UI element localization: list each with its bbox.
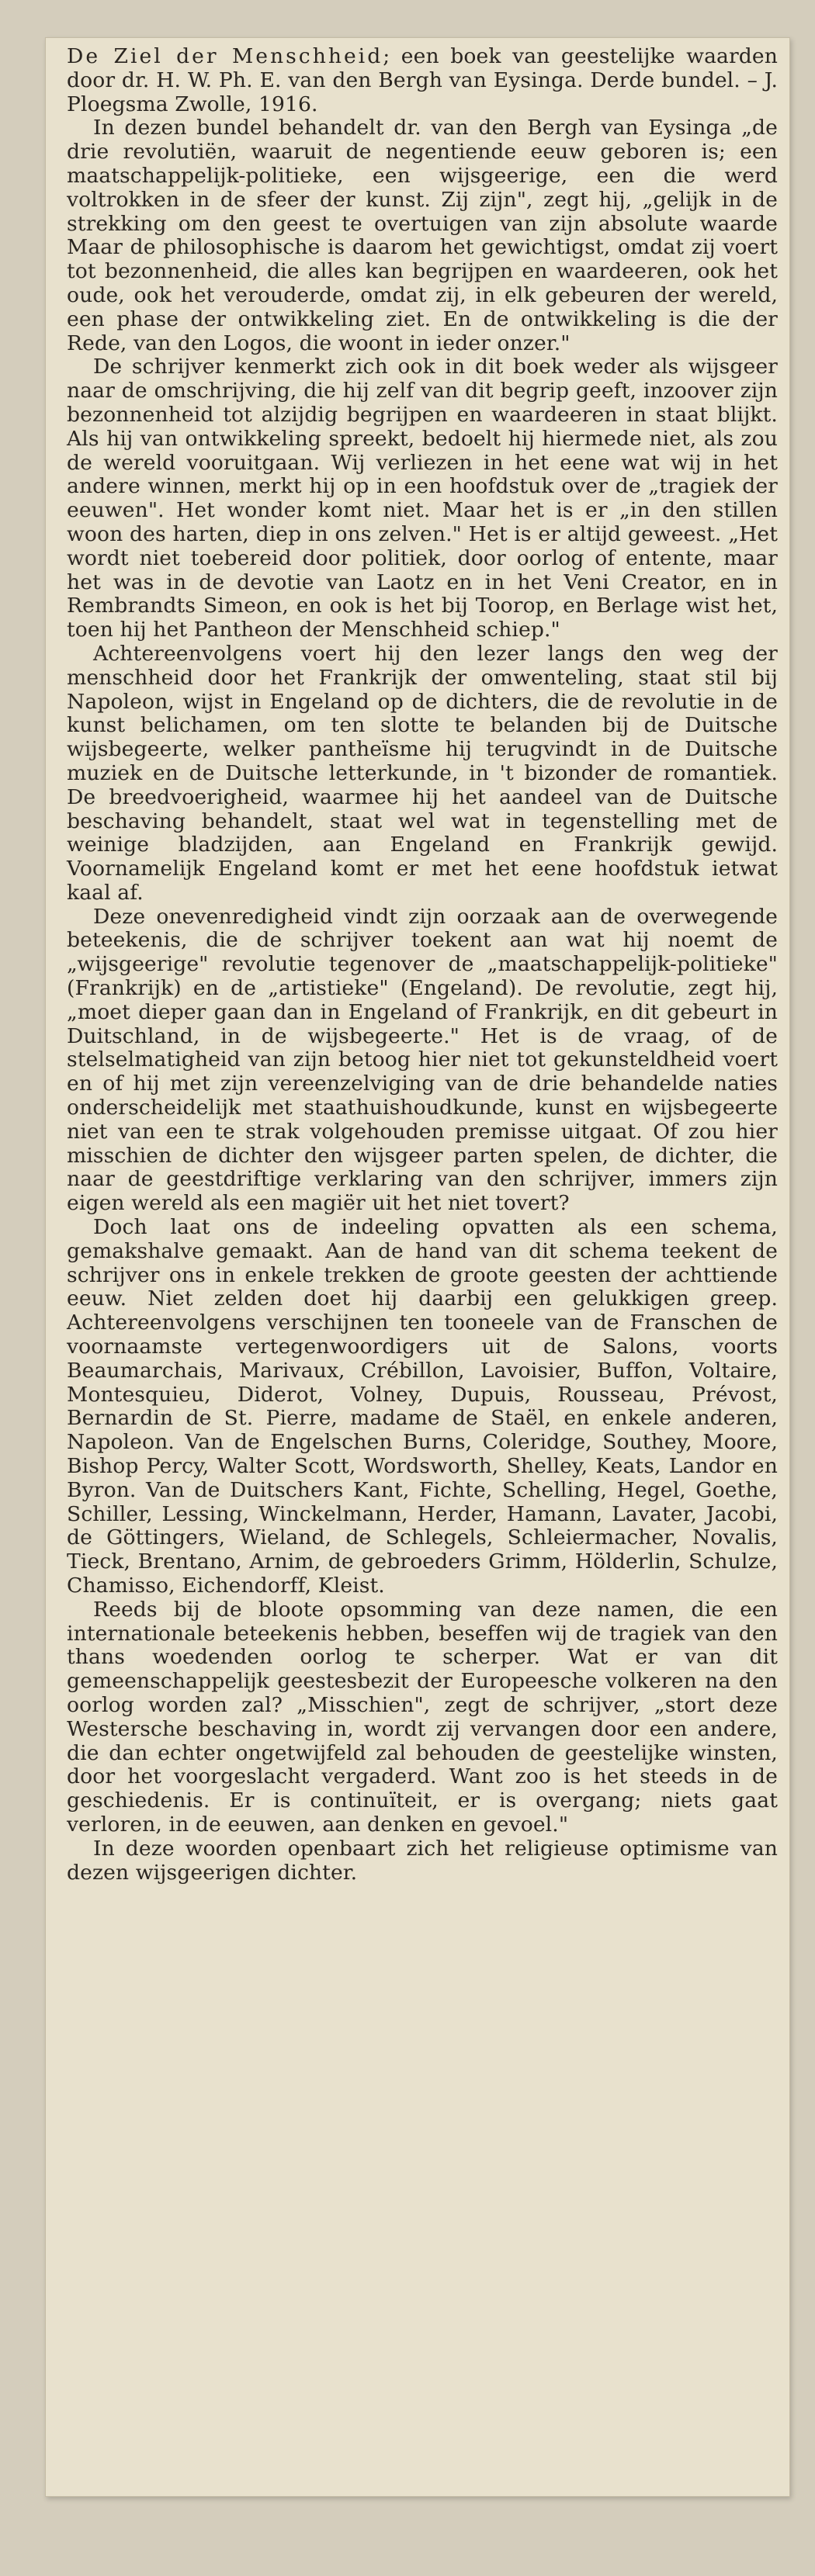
paragraph-7: In deze woorden openbaart zich het religieuse optimisme van dezen wijsgeerigen dichter. xyxy=(67,1836,778,1885)
paragraph-3: Achtereenvolgens voert hij den lezer langs den weg der menschheid door het Frankrijk der omwenteling, staat stil bij Napoleon, wijst in Engeland op de dichters, die de revolutie in de kunst belichamen, om ten slotte te belanden bij de Duitsche wijsbegeerte, welker pantheïsme hij terugvindt in de Duitsche muziek en de Duitsche letterkunde, in 't bizonder de romantiek. De breedvoerigheid, waarmee hij het aandeel van de Duitsche beschaving behandelt, staat wel wat in tegenstelling met de weinige bladzijden, aan Engeland en Frankrijk gewijd. Voornamelijk Engeland komt er met het eene hoofdstuk ietwat kaal af. xyxy=(67,641,778,905)
paragraph-4: Deze onevenredigheid vindt zijn oorzaak aan de overwegende beteekenis, die de schrijver toekent aan wat hij noemt de „wijsgeerige" revolutie tegenover de „maatschappelijk-politieke" (Frankrijk) en de „artistieke" (Engeland). De revolutie, zegt hij, „moet dieper gaan dan in Engeland of Frankrijk, en dit gebeurt in Duitschland, in de wijsbegeerte." Het is de vraag, of de stelselmatigheid van zijn betoog hier niet tot gekunsteldheid voert en of hij met zijn vereenzelviging van de drie behandelde naties onderscheidelijk met staathuishoudkunde, kunst en wijsbegeerte niet van een te strak volgehouden premisse uitgaat. Of zou hier misschien de dichter den wijsgeer parten spelen, de dichter, die naar de geestdriftige verklaring van den schrijver, immers zijn eigen wereld als een magiër uit het niet tovert? xyxy=(67,904,778,1216)
book-title: De Ziel der Menschheid xyxy=(67,44,383,68)
paragraph-5: Doch laat ons de indeeling opvatten als een schema, gemakshalve gemaakt. Aan de hand van dit schema teekent de schrijver ons in enkele trekken de groote geesten der achttiende eeuw. Niet zelden doet hij daarbij een gelukkigen greep. Achtereenvolgens verschijnen ten tooneele van de Franschen de voornaamste vertegenwoordigers uit de Salons, voorts Beaumarchais, Marivaux, Crébillon, Lavoisier, Buffon, Voltaire, Montesquieu, Diderot, Volney, Dupuis, Rousseau, Prévost, Bernardin de St. Pierre, madame de Staël, en enkele anderen, Napoleon. Van de Engelschen Burns, Coleridge, Southey, Moore, Bishop Percy, Walter Scott, Wordsworth, Shelley, Keats, Landor en Byron. Van de Duitschers Kant, Fichte, Schelling, Hegel, Goethe, Schiller, Lessing, Winckelmann, Herder, Hamann, Lavater, Jacobi, de Göttingers, Wieland, de Schlegels, Schleiermacher, Novalis, Tieck, Brentano, Arnim, de gebroeders Grimm, Hölderlin, Schulze, Chamisso, Eichendorff, Kleist. xyxy=(67,1215,778,1598)
paragraph-6: Reeds bij de bloote opsomming van deze namen, die een internationale beteekenis hebben, beseffen wij de tragiek van den thans woedenden oorlog te scherper. Wat er van dit gemeenschappelijk geestesbezit der Europeesche volkeren na den oorlog worden zal? „Misschien", zegt de schrijver, „stort deze Westersche beschaving in, wordt zij vervangen door een andere, die dan echter ongetwijfeld zal behouden de geestelijke winsten, door het voorgeslacht vergaderd. Want zoo is het steeds in de geschiedenis. Er is continuïteit, er is overgang; niets gaat verloren, in de eeuwen, aan denken en gevoel." xyxy=(67,1597,778,1837)
paragraph-2: De schrijver kenmerkt zich ook in dit boek weder als wijsgeer naar de omschrijving, die hij zelf van dit begrip geeft, inzoover zijn bezonnenheid tot alzijdig begrijpen en waardeeren in staat blijkt. Als hij van ontwikkeling spreekt, bedoelt hij hiermede niet, als zou de wereld vooruitgaan. Wij verliezen in het eene wat wij in het andere winnen, merkt hij op in een hoofdstuk over de „tragiek der eeuwen". Het wonder komt niet. Maar het is er „in den stillen woon des harten, diep in ons zelven." Het is er altijd geweest. „Het wordt niet toebereid door politiek, door oorlog of entente, maar het was in de devotie van Laotz en in het Veni Creator, en in Rembrandts Simeon, en ook is het bij Toorop, en Berlage wist het, toen hij het Pantheon der Menschheid schiep." xyxy=(67,355,778,642)
review-heading xyxy=(67,45,778,116)
review-column xyxy=(67,45,778,1885)
book-details: ; een boek van geestelijke waarden door dr. H. W. Ph. E. van den Bergh van Eysinga. Derde bundel. – J. Ploegsma Zwolle, 1916. xyxy=(67,44,778,116)
paragraph-1: In dezen bundel behandelt dr. van den Bergh van Eysinga „de drie revolutiën, waaruit de negentiende eeuw geboren is; een maatschappelijk-politieke, een wijsgeerige, een die werd voltrokken in de sfeer der kunst. Zij zijn", zegt hij, „gelijk in de strekking om den geest te overtuigen van zijn absolute waarde Maar de philosophische is daarom het gewichtigst, omdat zij voert tot bezonnenheid, die alles kan begrijpen en waardeeren, ook het oude, ook het verouderde, omdat zij, in elk gebeuren der wereld, een phase der ontwikkeling ziet. En de ontwikkeling is die der Rede, van den Logos, die woont in ieder onzer." xyxy=(67,116,778,355)
